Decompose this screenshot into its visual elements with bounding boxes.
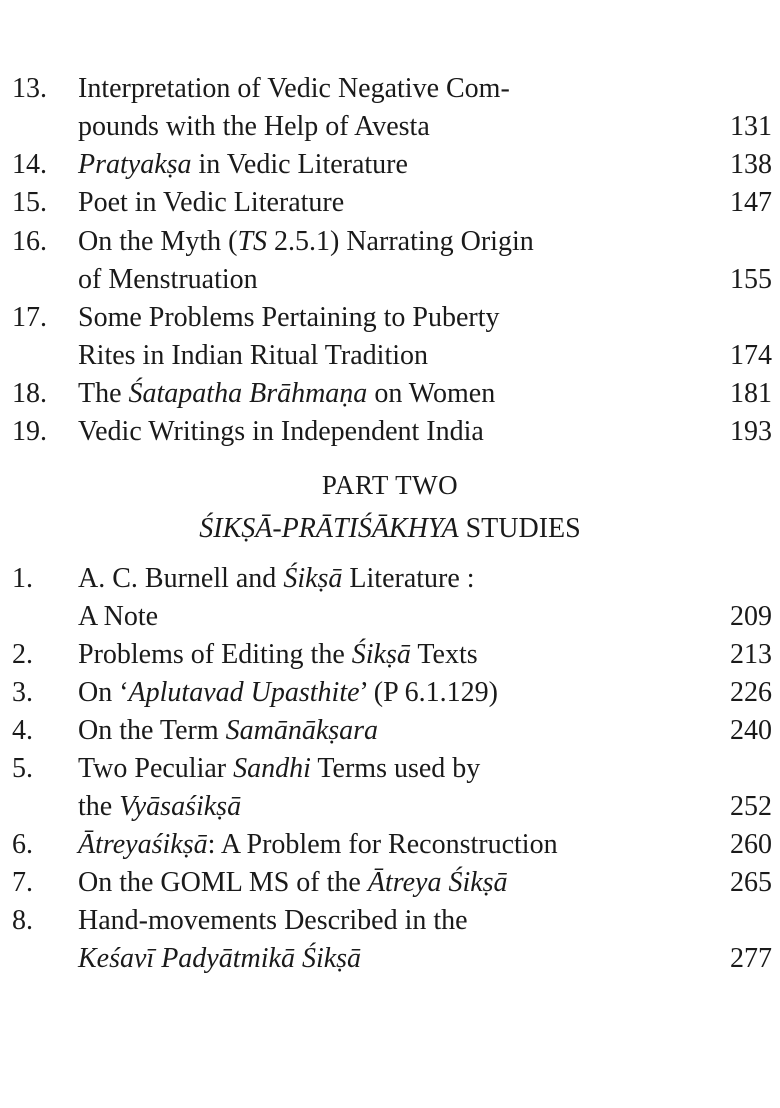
- entry-title-segment: On ‘: [78, 677, 129, 708]
- entry-number: 15.: [12, 187, 47, 218]
- entry-title-line: [78, 70, 638, 108]
- entry-title-italic-segment: Śikṣā: [351, 639, 411, 670]
- entry-title-segment: On the GOML MS of the: [78, 867, 368, 898]
- part-two-title-rest: STUDIES: [458, 513, 581, 544]
- entry-title: [78, 750, 638, 827]
- entry-title: [78, 223, 638, 300]
- entry-title-italic-segment: Sandhi: [233, 753, 311, 784]
- entry-page-number: 181: [730, 378, 772, 409]
- toc-entry: [0, 864, 780, 902]
- entry-title-italic-segment: Ātreyaśikṣā: [78, 829, 208, 860]
- toc-entry: [0, 902, 780, 979]
- entry-number: 13.: [12, 73, 47, 104]
- entry-title-line: [78, 598, 638, 636]
- entry-title-segment: of Menstruation: [78, 264, 258, 296]
- part-two-title: [0, 513, 780, 545]
- entry-title-line: [78, 223, 638, 261]
- toc-entry: [0, 299, 780, 376]
- entry-title-segment: 2.5.1) Narrating Origin: [267, 226, 534, 257]
- entry-title-line: [78, 261, 638, 299]
- toc-entry: [0, 636, 780, 674]
- entry-title-segment: Vedic Writings in Independent India: [78, 416, 484, 447]
- entry-title-line: [78, 750, 638, 788]
- entry-title-line: [78, 864, 638, 902]
- entry-title-segment: A. C. Burnell and: [78, 563, 284, 594]
- toc-entry: [0, 674, 780, 712]
- entry-number: 8.: [12, 905, 33, 936]
- entry-number: 5.: [12, 753, 33, 784]
- entry-title-segment: Terms used by: [310, 753, 481, 784]
- entry-page-number: 209: [730, 601, 772, 633]
- entry-title: [78, 299, 638, 376]
- entry-page-number: 252: [730, 791, 772, 823]
- entry-title: [78, 375, 638, 413]
- entry-title-line: [78, 337, 638, 375]
- entry-title-italic-segment: Śikṣā: [283, 563, 343, 594]
- entry-title-segment: On the Term: [78, 715, 226, 746]
- entry-title: [78, 413, 638, 451]
- entry-title-line: [78, 712, 638, 750]
- entry-title-segment: Problems of Editing the: [78, 639, 352, 670]
- toc-entry: [0, 375, 780, 413]
- entry-title-line: [78, 184, 638, 222]
- entry-title-segment: Poet in Vedic Literature: [78, 187, 345, 218]
- toc-entry: [0, 712, 780, 750]
- entry-title-segment: Rites in Indian Ritual Tradition: [78, 340, 429, 372]
- entry-page-number: 260: [730, 829, 772, 860]
- entry-page-number: 131: [730, 111, 772, 143]
- part-two-title-italic: ŚIKṢĀ-PRĀTIŚĀKHYA: [199, 513, 459, 544]
- entry-title-italic-segment: Aplutavad Upasthite: [128, 677, 360, 708]
- entry-page-number: 277: [730, 943, 772, 975]
- entry-title: [78, 146, 638, 184]
- entry-number: 16.: [12, 226, 47, 257]
- entry-title-segment: Two Peculiar: [78, 753, 234, 784]
- entry-title-line: [78, 788, 638, 826]
- entry-title-line: [78, 902, 638, 940]
- toc-entry: [0, 560, 780, 637]
- entry-page-number: 147: [730, 187, 772, 218]
- entry-number: 19.: [12, 416, 47, 447]
- entry-title: [78, 184, 638, 222]
- entry-title-segment: Hand-movements Described in the: [78, 905, 468, 936]
- entry-title: [78, 826, 638, 864]
- entry-page-number: 213: [730, 639, 772, 670]
- entry-title-segment: on Women: [367, 378, 496, 409]
- entry-number: 2.: [12, 639, 33, 670]
- toc-entry: [0, 223, 780, 300]
- entry-title-segment: the: [78, 791, 120, 823]
- entry-title: [78, 864, 638, 902]
- entry-title: [78, 902, 638, 979]
- entry-number: 4.: [12, 715, 33, 746]
- entry-title-italic-segment: Pratyakṣa: [78, 149, 192, 180]
- entry-title-line: [78, 146, 638, 184]
- entry-title-segment: On the Myth (: [78, 226, 238, 257]
- entry-title-line: [78, 108, 638, 146]
- entry-title-line: [78, 674, 638, 712]
- entry-title: [78, 674, 638, 712]
- entry-page-number: 193: [730, 416, 772, 447]
- entry-title-italic-segment: Ātreya Śikṣā: [367, 867, 508, 898]
- entry-title-line: [78, 560, 638, 598]
- entry-page-number: 226: [730, 677, 772, 708]
- entry-title-line: [78, 375, 638, 413]
- entry-number: 3.: [12, 677, 33, 708]
- entry-title: [78, 712, 638, 750]
- entry-title-italic-segment: Śatapatha Brāhmaṇa: [128, 378, 368, 409]
- entry-page-number: 155: [730, 264, 772, 296]
- toc-entry: [0, 70, 780, 147]
- entry-title-italic-segment: Keśavī Padyātmikā Śikṣā: [78, 943, 362, 975]
- entry-page-number: 174: [730, 340, 772, 372]
- entry-title-segment: Interpretation of Vedic Negative Com-: [78, 73, 510, 104]
- entry-title-italic-segment: Vyāsaśikṣā: [119, 791, 242, 823]
- entry-title: [78, 70, 638, 147]
- entry-title: [78, 560, 638, 637]
- entry-page-number: 240: [730, 715, 772, 746]
- entry-title-segment: The: [78, 378, 129, 409]
- entry-number: 17.: [12, 302, 47, 333]
- entry-title-line: [78, 413, 638, 451]
- entry-number: 6.: [12, 829, 33, 860]
- entry-title-line: [78, 940, 638, 978]
- entry-title-italic-segment: TS: [237, 226, 268, 257]
- entry-title-segment: Texts: [410, 639, 478, 670]
- entry-title-segment: in Vedic Literature: [191, 149, 408, 180]
- entry-page-number: 265: [730, 867, 772, 898]
- entry-title: [78, 636, 638, 674]
- entry-number: 1.: [12, 563, 33, 594]
- entry-page-number: 138: [730, 149, 772, 180]
- entry-title-italic-segment: Samānākṣara: [225, 715, 379, 746]
- toc-entry: [0, 750, 780, 827]
- toc-entry: [0, 826, 780, 864]
- entry-title-line: [78, 826, 638, 864]
- entry-number: 18.: [12, 378, 47, 409]
- entry-title-segment: Some Problems Pertaining to Puberty: [78, 302, 500, 333]
- entry-title-segment: A Note: [78, 601, 159, 633]
- entry-title-segment: : A Problem for Reconstruction: [207, 829, 558, 860]
- entry-number: 14.: [12, 149, 47, 180]
- toc-entry: [0, 184, 780, 222]
- entry-title-line: [78, 299, 638, 337]
- entry-title-segment: pounds with the Help of Avesta: [78, 111, 430, 143]
- entry-title-line: [78, 636, 638, 674]
- toc-entry: [0, 146, 780, 184]
- entry-title-segment: Literature :: [342, 563, 475, 594]
- entry-title-segment: ’ (P 6.1.129): [359, 677, 498, 708]
- part-two-label: PART TWO: [321, 470, 459, 500]
- entry-number: 7.: [12, 867, 33, 898]
- toc-entry: [0, 413, 780, 451]
